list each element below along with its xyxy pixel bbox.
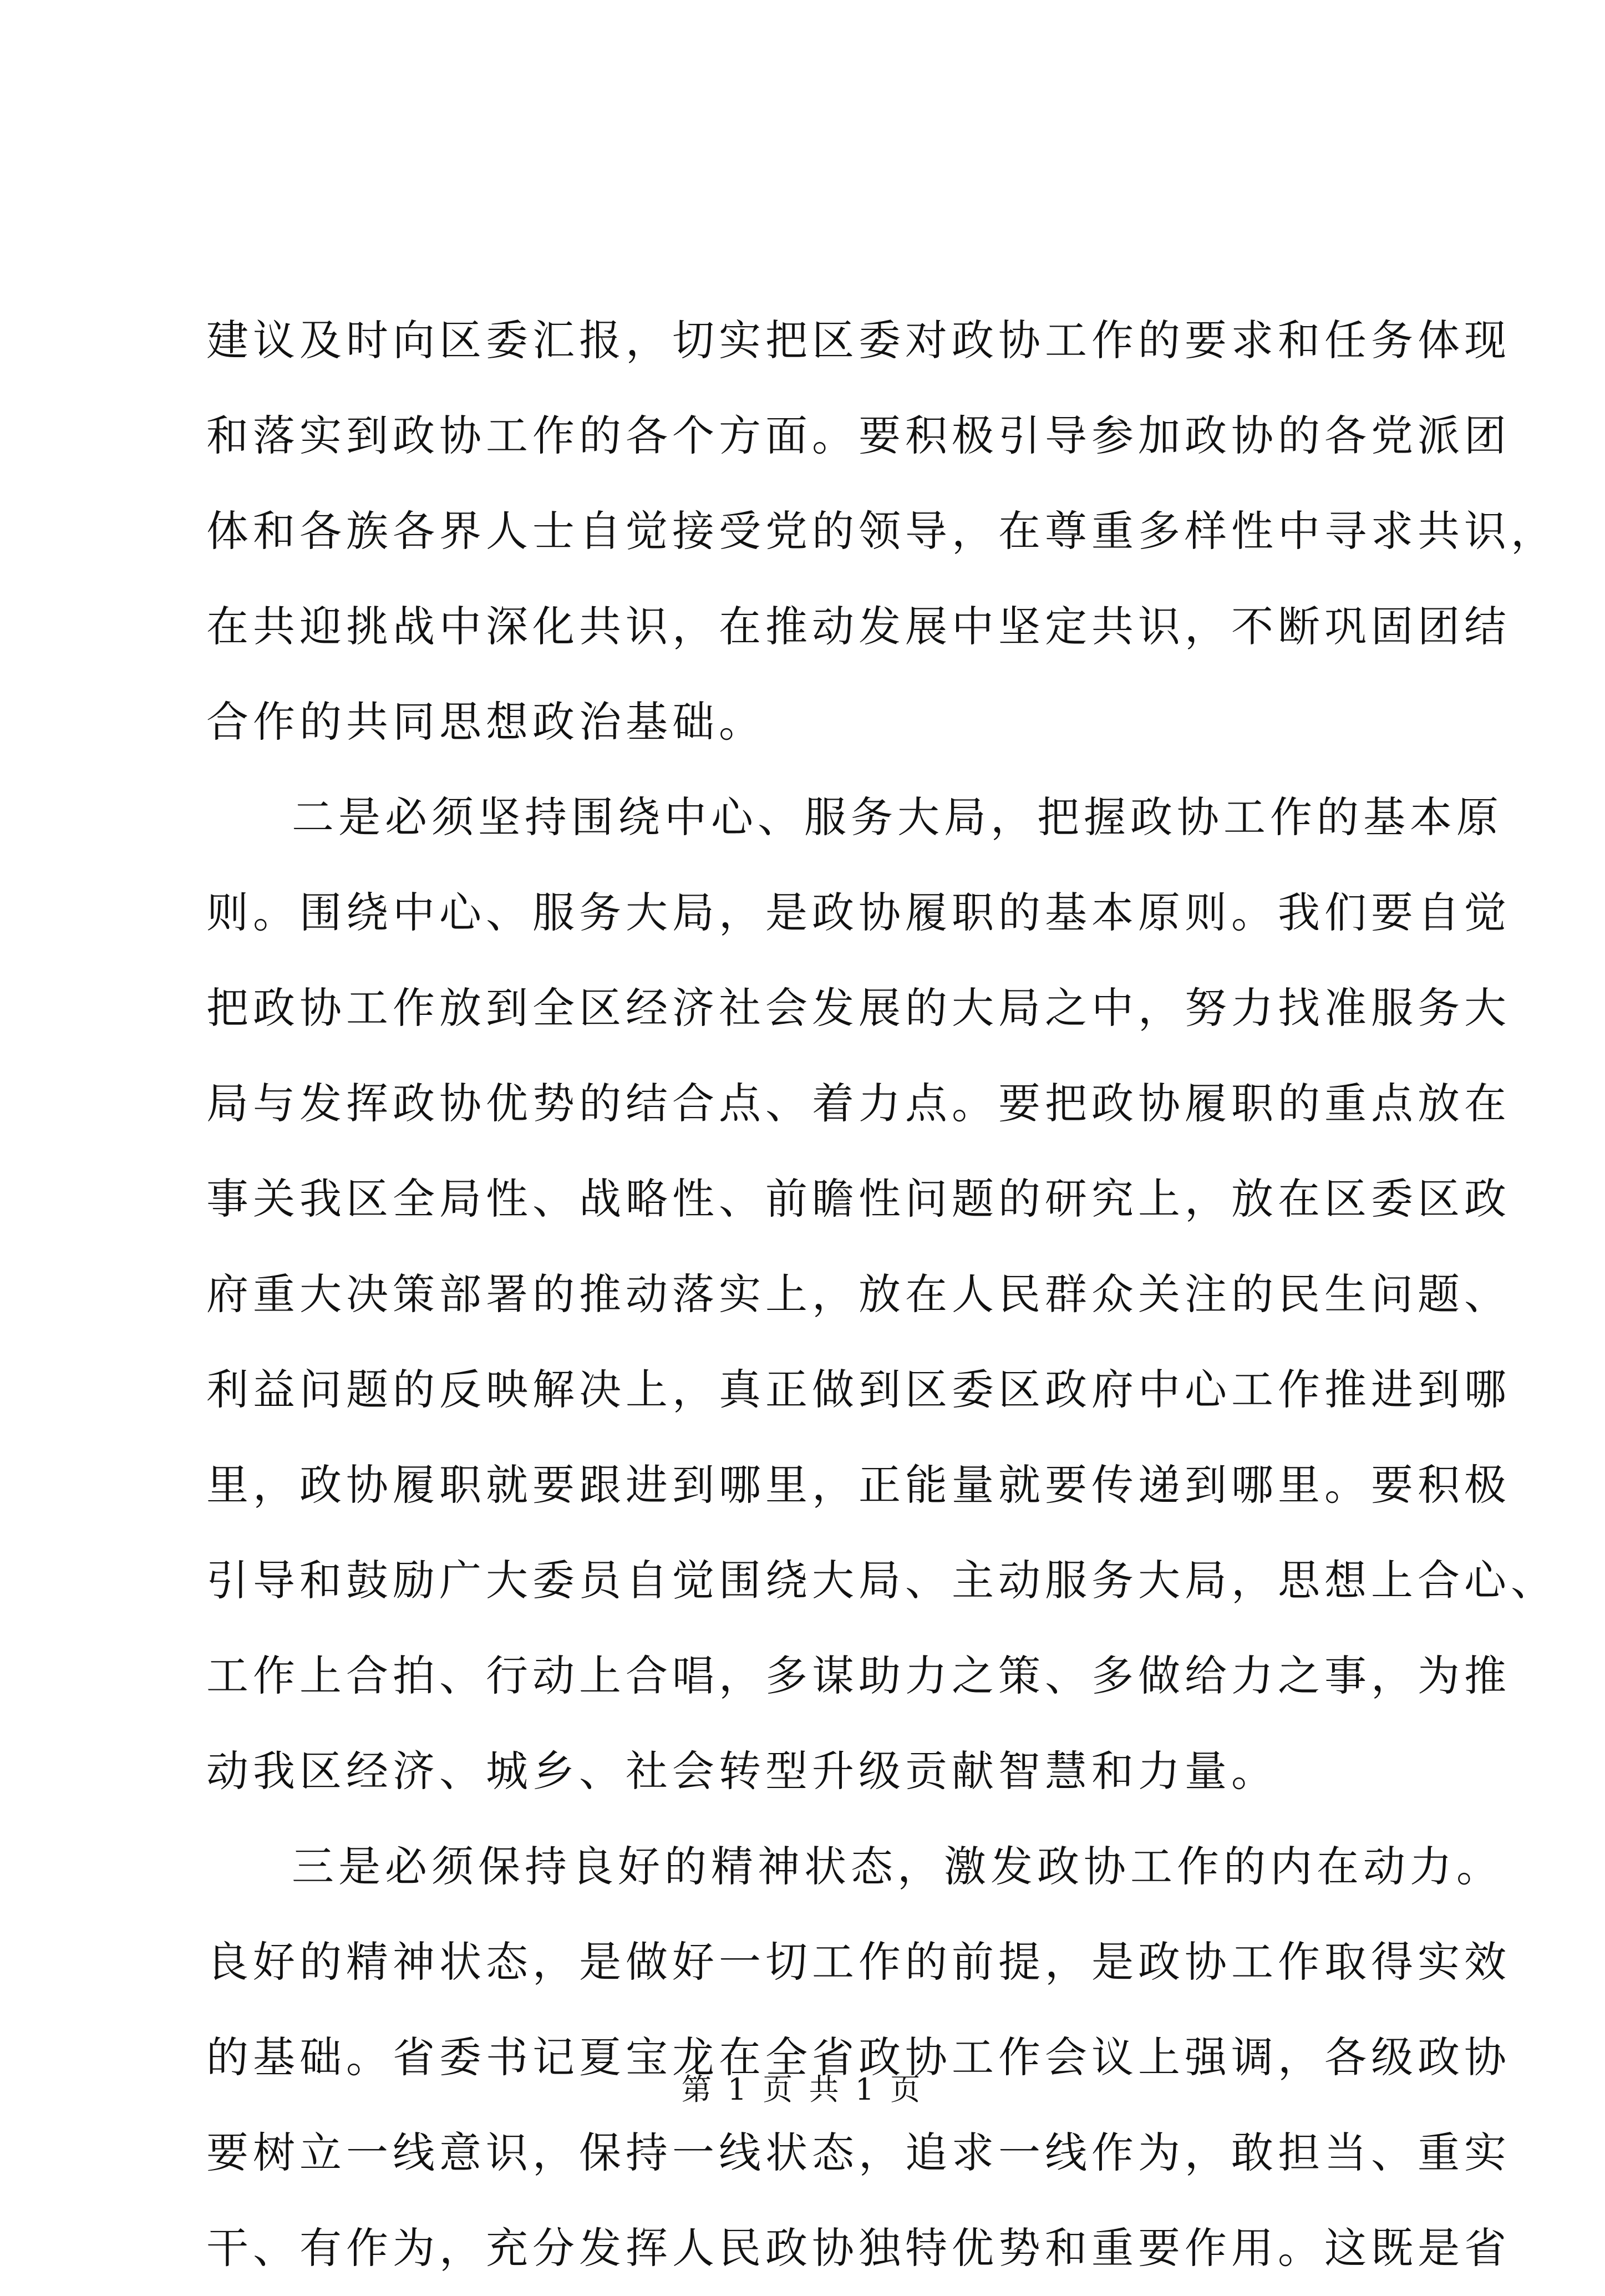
paragraph-start-line: 二是必须坚持围绕中心、服务大局，把握政协工作的基本原: [292, 793, 1503, 842]
document-body: [206, 293, 1557, 2296]
text-line: 则。围绕中心、服务大局，是政协履职的基本原则。我们要自觉: [206, 888, 1511, 937]
text-line: 引导和鼓励广大委员自觉围绕大局、主动服务大局，思想上合心、: [206, 1556, 1557, 1605]
text-line: 和落实到政协工作的各个方面。要积极引导参加政协的各党派团: [206, 411, 1511, 460]
text-line: 工作上合拍、行动上合唱，多谋助力之策、多做给力之事，为推: [206, 1651, 1511, 1700]
paragraph-start-line: 三是必须保持良好的精神状态，激发政协工作的内在动力。: [292, 1842, 1503, 1891]
text-line: 事关我区全局性、战略性、前瞻性问题的研究上，放在区委区政: [206, 1174, 1511, 1223]
text-line: 体和各族各界人士自觉接受党的领导，在尊重多样性中寻求共识，: [206, 506, 1557, 556]
text-line: 利益问题的反映解决上，真正做到区委区政府中心工作推进到哪: [206, 1365, 1511, 1414]
text-line: 合作的共同思想政治基础。: [206, 697, 765, 746]
text-line: 要树立一线意识，保持一线状态，追求一线作为，敢担当、重实: [206, 2128, 1511, 2177]
text-line: 把政协工作放到全区经济社会发展的大局之中，努力找准服务大: [206, 983, 1511, 1033]
text-line: 的基础。省委书记夏宝龙在全省政协工作会议上强调，各级政协: [206, 2033, 1511, 2082]
text-line: 府重大决策部署的推动落实上，放在人民群众关注的民生问题、: [206, 1269, 1511, 1319]
text-line: 建议及时向区委汇报，切实把区委对政协工作的要求和任务体现: [206, 316, 1511, 365]
page-number-footer: 第 1 页 共 1 页: [681, 2072, 924, 2107]
text-line: 在共迎挑战中深化共识，在推动发展中坚定共识，不断巩固团结: [206, 602, 1511, 651]
text-line: 局与发挥政协优势的结合点、着力点。要把政协履职的重点放在: [206, 1079, 1511, 1128]
text-line: 干、有作为，充分发挥人民政协独特优势和重要作用。这既是省: [206, 2223, 1511, 2273]
text-line: 动我区经济、城乡、社会转型升级贡献智慧和力量。: [206, 1746, 1278, 1796]
text-line: 里，政协履职就要跟进到哪里，正能量就要传递到哪里。要积极: [206, 1460, 1511, 1510]
text-line: 良好的精神状态，是做好一切工作的前提，是政协工作取得实效: [206, 1937, 1511, 1987]
